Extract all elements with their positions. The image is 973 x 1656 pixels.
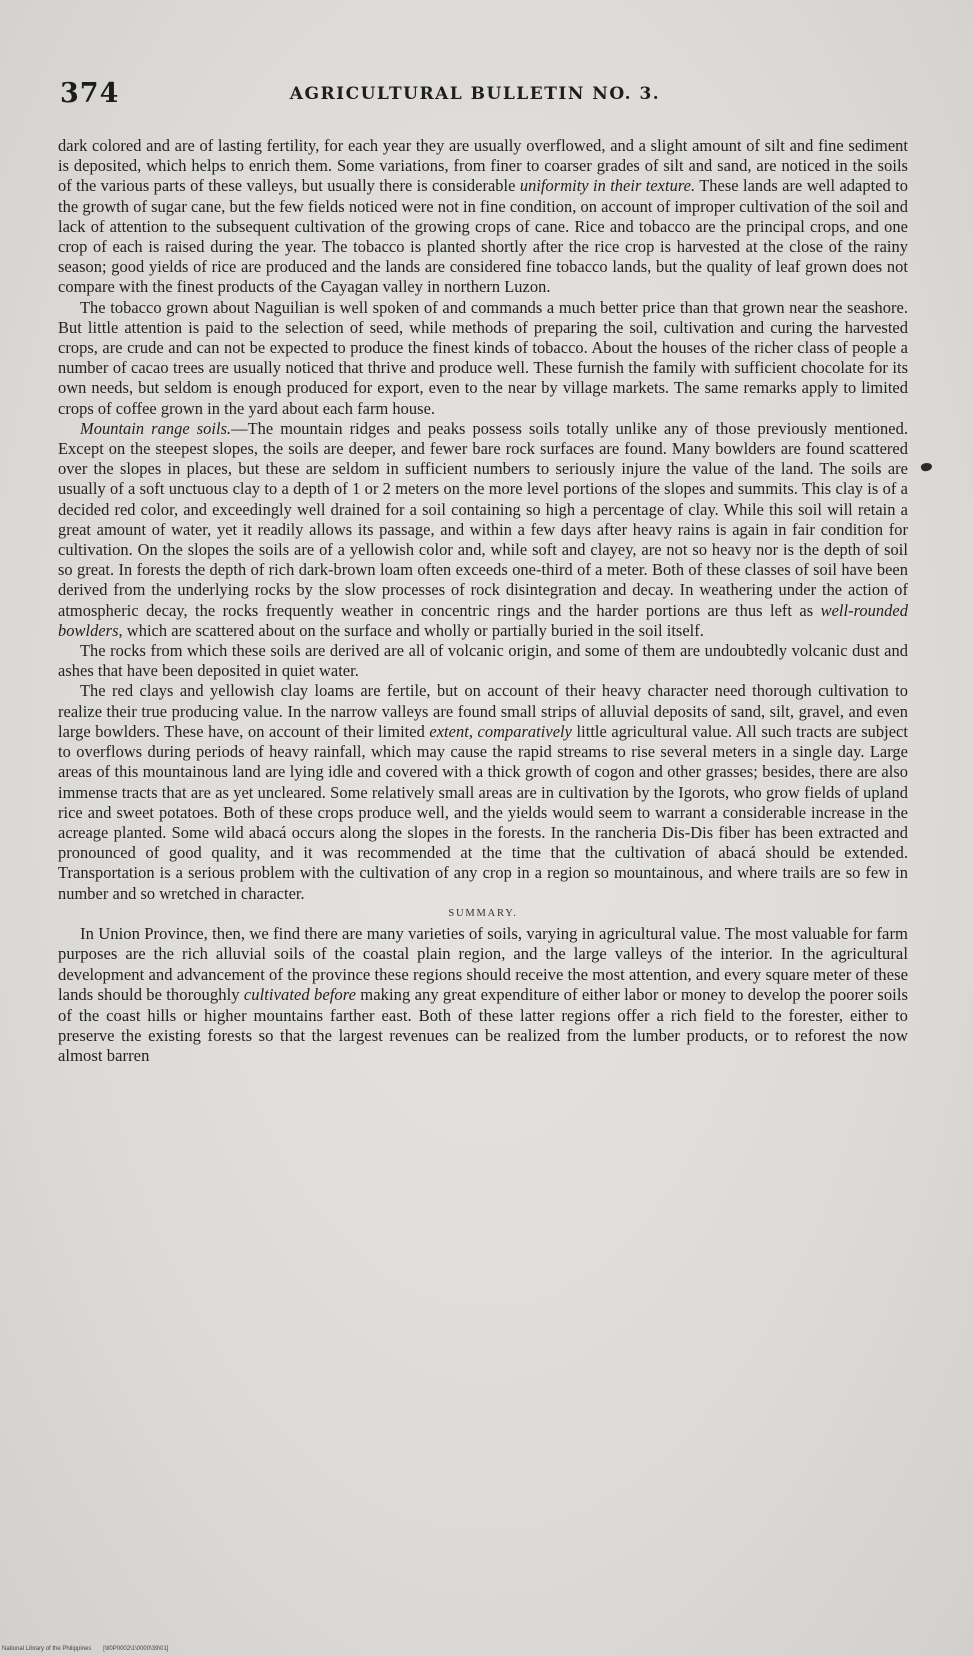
running-title: AGRICULTURAL BULLETIN NO. 3. xyxy=(289,84,661,104)
paragraph-5 xyxy=(58,681,908,903)
summary-text-b: making any great expenditure of either labor or money to develop the poorer soils of the coast hills or higher mountains farther east. Both of these latter regions offer a rich field to the forester, either to preserve the existing forests so that the largest revenues can be realized from the lumber products, or to reforest the now almost barren xyxy=(58,985,908,1066)
footer-credit xyxy=(2,1646,168,1652)
paragraph-5-italic: extent, comparatively xyxy=(429,721,572,741)
body-text xyxy=(58,136,908,1067)
footer-library: National Library of the Philippines xyxy=(2,1646,92,1652)
footer-code: [\tl0P0002\1\0000\39\01] xyxy=(103,1646,169,1652)
summary-text-a: In Union Province, then, we find there are many varieties of soils, varying in agricultural value. The most valuable for farm purposes are the rich alluvial soils of the coastal plain region, and the large valleys of the interior. In the agricultural development and advancement of the province these regions should receive the most attention, and every square meter of these lands should be thoroughly xyxy=(58,923,908,1005)
running-head xyxy=(60,78,890,114)
paragraph-1-text-c: These lands are well adapted to the growth of sugar cane, but the few fields noticed were not in fine condition, on account of improper cultivation of the soil and lack of attention to the subsequent cultivation of the growing crops of cane. Rice and tobacco are the principal crops, and one crop of each is raised during the year. The tobacco is planted shortly after the rice crop is harvested at the close of the rainy season; good yields of rice are produced and the lands are considered fine tobacco lands, but the quality of leaf grown does not compare with the finest products of the Cayagan valley in northern Luzon. xyxy=(58,176,908,297)
summary-heading: SUMMARY. xyxy=(448,907,518,919)
paragraph-5-text-a: The red clays and yellowish clay loams are fertile, but on account of their heavy character need thorough cultivation to realize their true producing value. In the narrow valleys are found small strips of alluvial deposits of sand, silt, gravel, and even large bowlders. These have, on account of their limited xyxy=(58,681,908,741)
paragraph-3 xyxy=(58,419,908,641)
paragraph-3-text-a: —The mountain ridges and peaks possess soils totally unlike any of those previously mentioned. Except on the steepest slopes, the soils are deeper, and fewer bare rock surfaces are found. Many bowlders are found scattered over the slopes in places, but these are seldom in sufficient numbers to seriously injure the value of the land. The soils are usually of a soft unctuous clay to a depth of 1 or 2 meters on the more level portions of the slopes and summits. This clay is of a decided red color, and exceedingly well drained for a soil containing so high a percentage of clay. While this soil will retain a great amount of water, yet it readily allows its passage, and within a few days after heavy rains is again in fair condition for cultivation. On the slopes the soils are of a yellowish color and, while soft and clayey, are not so heavy nor is the depth of soil so great. In forests the depth of rich dark-brown loam often exceeds one-third of a meter. Both of these classes of soil have been derived from the underlying rocks by the slow processes of rock disintegration and decay. In weathering under the action of atmospheric decay, the rocks frequently weather in concentric rings and the harder portions are thus left as xyxy=(58,418,908,620)
paragraph-1-italic: uniformity in their texture. xyxy=(519,176,696,196)
paragraph-1-text-a: dark colored and are of lasting fertility, for each year they are usually overflowed, and a slight amount of silt and fine sediment is deposited, which helps to enrich them. Some variations, from finer to coarser grades of silt and sand, are noticed in the soils of the various parts of these valleys, but usually there is considerable xyxy=(58,136,908,196)
page-number: 374 xyxy=(60,78,120,109)
paragraph-3-italic: well-rounded bowlders xyxy=(58,600,908,640)
section-run-in-heading: Mountain range soils. xyxy=(80,418,232,438)
summary-italic: cultivated before xyxy=(243,985,357,1005)
paragraph-3-text-b: , which are scattered about on the surface and wholly or partially buried in the soil itself. xyxy=(118,620,704,640)
paragraph-4: The rocks from which these soils are derived are all of volcanic origin, and some of them are undoubtedly volcanic dust and ashes that have been deposited in quiet water. xyxy=(58,641,908,681)
summary-paragraph xyxy=(58,924,908,1067)
margin-ink-mark xyxy=(920,462,933,473)
paragraph-5-text-b: little agricultural value. All such tracts are subject to overflows during periods of heavy rainfall, which may cause the rapid streams to rise several meters in a single day. Large areas of this mountainous land are lying idle and covered with a thick growth of cogon and other grasses; besides, there are also immense tracts that are as yet uncleared. Some relatively small areas are in cultivation by the Igorots, who grow fields of upland rice and sweet potatoes. Both of these crops produce well, and the yields would seem to warrant a considerable increase in the acreage planted. Some wild abacá occurs along the slopes in the forests. In the rancheria Dis-Dis fiber has been extracted and pronounced of good quality, and it was recommended at the time that the cultivation of abacá should be extended. Transportation is a serious problem with the cultivation of any crop in a region so mountainous, and where trails are so few in number and so wretched in character. xyxy=(58,721,908,903)
paragraph-1 xyxy=(58,136,908,298)
paragraph-2: The tobacco grown about Naguilian is well spoken of and commands a much better price than that grown near the seashore. But little attention is paid to the selection of seed, while methods of preparing the soil, cultivation and curing the harvested crops, are crude and can not be expected to produce the finest kinds of tobacco. About the houses of the richer class of people a number of cacao trees are usually noticed that thrive and produce well. These furnish the family with sufficient chocolate for its own needs, but seldom is enough produced for export, even to the near by village markets. The same remarks apply to limited crops of coffee grown in the yard about each farm house. xyxy=(58,297,908,418)
